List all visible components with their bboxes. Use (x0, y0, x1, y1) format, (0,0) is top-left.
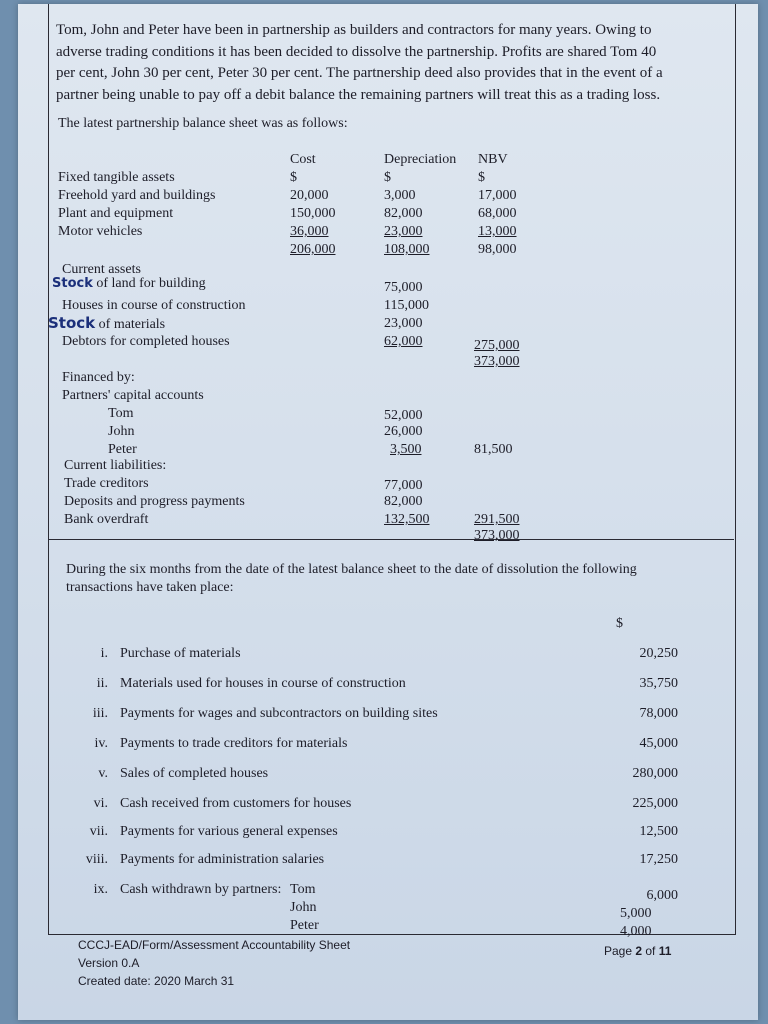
transaction-row (78, 852, 678, 872)
transaction-description: Payments for wages and subcontractors on building sites (120, 706, 438, 721)
fixed-assets-total-dep: 108,000 (384, 242, 430, 257)
transactions-currency: $ (616, 616, 623, 631)
transaction-description: Cash received from customers for houses (120, 796, 352, 811)
col-header-cost: Cost (290, 152, 316, 167)
transaction-amount: 280,000 (632, 766, 678, 781)
transaction-amount: 20,250 (639, 646, 678, 661)
current-asset-row (48, 314, 165, 333)
transaction-row (78, 824, 678, 844)
page-number (604, 944, 671, 958)
financing-grand-total: 373,000 (474, 528, 520, 543)
transaction-number: i. (100, 646, 108, 661)
transactions-intro-line: During the six months from the date of the latest balance sheet to the date of dissolution the following (66, 562, 637, 577)
transaction-row (78, 736, 678, 756)
fixed-asset-label: Freehold yard and buildings (58, 188, 216, 203)
col-header-depreciation: Depreciation (384, 152, 457, 167)
page-sep: of (642, 944, 659, 958)
intro-line: per cent, John 30 per cent, Peter 30 per cent. The partnership deed also provides that in the event of a (56, 65, 663, 81)
withdrawal-partner-name: Tom (290, 882, 316, 897)
balance-sheet-intro: The latest partnership balance sheet was as follows: (58, 116, 348, 131)
current-asset-label: of land for building (96, 276, 206, 291)
liability-label: Trade creditors (64, 476, 149, 491)
current-asset-label: Houses in course of construction (62, 298, 246, 313)
col-currency: $ (290, 170, 297, 185)
transaction-description: Payments for administration salaries (120, 852, 325, 867)
col-header-nbv: NBV (478, 152, 508, 167)
liability-value: 132,500 (384, 512, 430, 527)
fixed-assets-total-nbv: 98,000 (478, 242, 517, 257)
transactions-intro-line: transactions have taken place: (66, 580, 234, 595)
fixed-asset-cost: 150,000 (290, 206, 336, 221)
withdrawal-amount: 5,000 (620, 906, 652, 921)
current-asset-row (52, 276, 206, 292)
transaction-description: Cash withdrawn by partners: (120, 882, 282, 897)
transaction-description: Payments for various general expenses (120, 824, 338, 839)
current-assets-subtotal: 275,000 (474, 338, 520, 353)
current-asset-label: Debtors for completed houses (62, 334, 230, 349)
transaction-amount: 17,250 (639, 852, 678, 867)
intro-line: adverse trading conditions it has been decided to dissolve the partnership. Profits are shared Tom 40 (56, 43, 657, 60)
transaction-amount: 6,000 (646, 888, 678, 903)
handwritten-annotation: Stock (52, 276, 93, 291)
current-asset-label: of materials (98, 317, 166, 332)
fixed-asset-nbv: 17,000 (478, 188, 517, 203)
transaction-row (78, 676, 678, 696)
transaction-amount: 12,500 (639, 824, 678, 839)
fixed-asset-cost: 36,000 (290, 224, 329, 239)
current-asset-value: 62,000 (384, 334, 423, 349)
intro-line: Tom, John and Peter have been in partnership as builders and contractors for many years. Owing to (56, 22, 652, 38)
partner-capital: 52,000 (384, 408, 423, 423)
transaction-description: Materials used for houses in course of construction (120, 676, 406, 691)
fixed-asset-dep: 3,000 (384, 188, 416, 203)
transaction-number: v. (98, 766, 108, 781)
intro-line: partner being unable to pay off a debit balance the remaining partners will treat this as a trading loss. (56, 86, 661, 103)
withdrawal-amount: 4,000 (620, 924, 652, 939)
withdrawal-partner-name: Peter (290, 918, 319, 933)
transaction-row-cash-withdrawn (78, 882, 678, 942)
handwritten-annotation: Stock (48, 314, 96, 332)
transaction-amount: 78,000 (639, 706, 678, 721)
transaction-description: Sales of completed houses (120, 766, 269, 781)
assets-grand-total: 373,000 (474, 354, 520, 369)
liability-value: 77,000 (384, 478, 423, 493)
financed-heading: Financed by: (62, 370, 135, 385)
page-current: 2 (635, 944, 643, 958)
transaction-number: ix. (93, 882, 108, 897)
page-total: 11 (658, 944, 672, 958)
liabilities-heading: Current liabilities: (64, 458, 167, 473)
partners-capital-heading: Partners' capital accounts (62, 388, 204, 403)
col-currency: $ (384, 170, 391, 185)
withdrawal-partner-name: John (290, 900, 317, 915)
transaction-number: viii. (85, 852, 108, 867)
fixed-asset-label: Plant and equipment (58, 206, 174, 221)
transaction-number: iii. (92, 706, 108, 721)
intro-paragraph (56, 20, 706, 106)
transaction-amount: 45,000 (639, 736, 678, 751)
transaction-row (78, 766, 678, 786)
liability-value: 82,000 (384, 494, 423, 509)
footer-version: Version 0.A (78, 956, 140, 970)
fixed-asset-dep: 23,000 (384, 224, 423, 239)
transaction-amount: 35,750 (639, 676, 678, 691)
liability-label: Deposits and progress payments (64, 494, 245, 509)
fixed-assets-heading: Fixed tangible assets (58, 170, 175, 185)
fixed-assets-total-cost: 206,000 (290, 242, 336, 257)
transaction-number: vi. (93, 796, 108, 811)
transaction-row (78, 706, 678, 726)
partner-name: John (108, 424, 135, 439)
page-prefix: Page (604, 944, 636, 958)
transaction-description: Purchase of materials (120, 646, 241, 661)
transaction-description: Payments to trade creditors for materials (120, 736, 348, 751)
fixed-asset-nbv: 68,000 (478, 206, 517, 221)
current-asset-value: 75,000 (384, 280, 423, 295)
liabilities-subtotal: 291,500 (474, 512, 520, 527)
current-asset-value: 23,000 (384, 316, 423, 331)
transaction-row (78, 646, 678, 666)
current-asset-value: 115,000 (384, 298, 429, 313)
current-assets-heading: Current assets (62, 262, 141, 277)
partner-capital: 26,000 (384, 424, 423, 439)
document-page (18, 4, 758, 1020)
transaction-number: vii. (89, 824, 108, 839)
section-divider (48, 539, 734, 540)
transaction-amount: 225,000 (632, 796, 678, 811)
fixed-asset-dep: 82,000 (384, 206, 423, 221)
fixed-asset-nbv: 13,000 (478, 224, 517, 239)
footer-created-date: Created date: 2020 March 31 (78, 974, 235, 988)
liability-label: Bank overdraft (64, 512, 149, 527)
fixed-asset-cost: 20,000 (290, 188, 329, 203)
transaction-number: iv. (94, 736, 108, 751)
transaction-row (78, 796, 678, 816)
transaction-number: ii. (96, 676, 108, 691)
col-currency: $ (478, 170, 485, 185)
footer-form-title: CCCJ-EAD/Form/Assessment Accountability Sheet (78, 938, 351, 952)
capital-total: 81,500 (474, 442, 513, 457)
partner-capital: 3,500 (390, 442, 422, 457)
partner-name: Peter (108, 442, 137, 457)
partner-name: Tom (108, 406, 134, 421)
fixed-asset-label: Motor vehicles (58, 224, 143, 239)
